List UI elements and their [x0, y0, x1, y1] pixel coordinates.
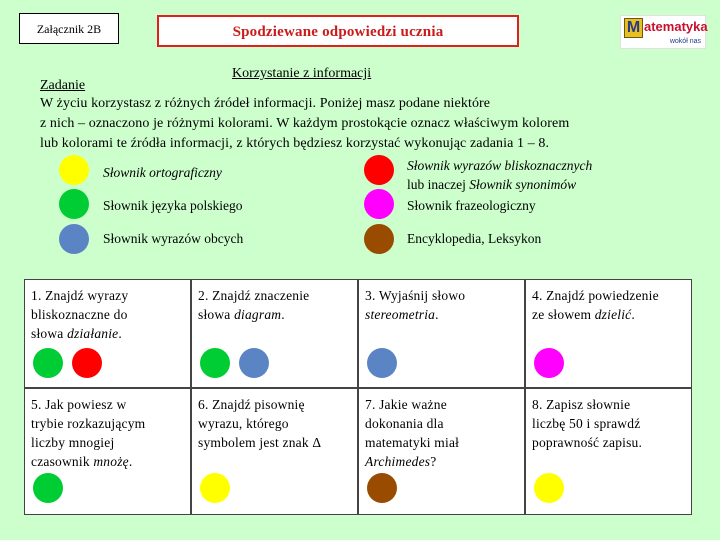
legend-label-red-line2	[407, 175, 576, 194]
instructions	[40, 94, 710, 154]
task-question	[532, 395, 685, 452]
answer-dots	[534, 473, 564, 503]
task-question-line	[198, 433, 351, 452]
task-question-text: słowa	[31, 326, 68, 341]
attachment-label: Załącznik 2B	[19, 13, 119, 44]
instruction-line: W życiu korzystasz z różnych źródeł informacji. Poniżej masz podane niektóre	[40, 96, 491, 111]
task-question-keyword: mnożę	[93, 454, 129, 469]
instruction-line: lub kolorami te źródła informacji, z których będziesz korzystać wykonując zadania 1 – 8.	[40, 136, 550, 151]
logo-letter: M	[624, 18, 643, 38]
legend-dot-yellow	[59, 155, 89, 185]
answer-dots	[534, 348, 564, 378]
legend-dot-magenta	[364, 189, 394, 219]
task-question-line	[532, 433, 685, 452]
task-question-line: 6. Znajdź pisownię	[198, 397, 305, 412]
task-question-line	[31, 452, 184, 471]
task-cell-2[interactable]	[191, 279, 358, 388]
task-question-keyword: działanie	[67, 326, 119, 341]
task-question-keyword: dzielić	[594, 307, 632, 322]
task-question-line: liczbę 50 i sprawdź	[532, 416, 641, 431]
task-question	[365, 286, 518, 324]
task-question-text: czasownik	[31, 454, 94, 469]
task-question-line: 1. Znajdź wyrazy	[31, 288, 129, 303]
answer-dots	[367, 348, 397, 378]
answer-dot-blue	[367, 348, 397, 378]
answer-dots	[33, 348, 102, 378]
task-question-punct: .	[281, 307, 285, 322]
section-subtitle: Korzystanie z informacji	[232, 66, 372, 81]
task-question-line: 3. Wyjaśnij słowo	[365, 288, 466, 303]
task-cell-6[interactable]	[191, 388, 358, 515]
task-question	[365, 395, 518, 471]
task-question	[31, 286, 184, 343]
task-question-keyword: stereometria	[365, 307, 436, 322]
task-cell-1[interactable]	[24, 279, 191, 388]
task-question-line: trybie rozkazującym	[31, 416, 146, 431]
tasks-grid	[24, 279, 692, 515]
task-question-keyword: diagram	[234, 307, 282, 322]
task-question-line: 7. Jakie ważne	[365, 397, 447, 412]
task-question-line: liczby mnogiej	[31, 435, 115, 450]
task-question-line	[365, 452, 518, 471]
legend-label-magenta: Słownik frazeologiczny	[407, 198, 536, 213]
instruction-line: z nich – oznaczono je różnymi kolorami. W każdym prostokącie oznacz właściwym kolorem	[40, 116, 570, 131]
task-question	[31, 395, 184, 471]
task-question-text: ze słowem	[532, 307, 595, 322]
task-question-line: matematyki miał	[365, 435, 460, 450]
task-question-line	[532, 305, 685, 324]
logo	[620, 15, 706, 49]
task-question-line: wyrazu, którego	[198, 416, 289, 431]
task-cell-8[interactable]	[525, 388, 692, 515]
answer-dot-brown	[367, 473, 397, 503]
legend-label-brown: Encyklopedia, Leksykon	[407, 231, 542, 246]
task-question	[532, 286, 685, 324]
task-question-line: bliskoznaczne do	[31, 307, 128, 322]
legend-label-red: Słownik wyrazów bliskoznacznych	[407, 158, 593, 173]
answer-dots	[33, 473, 63, 503]
answer-dot-blue	[239, 348, 269, 378]
task-question-text: słowa	[198, 307, 235, 322]
task-label: Zadanie	[40, 78, 86, 93]
answer-dot-yellow	[200, 473, 230, 503]
answer-dots	[200, 348, 269, 378]
legend-label-red-pre: lub inaczej	[407, 177, 470, 192]
page-title: Spodziewane odpowiedzi ucznia	[157, 15, 519, 47]
task-question-line: 8. Zapisz słownie	[532, 397, 631, 412]
task-question-line: 2. Znajdź znaczenie	[198, 288, 310, 303]
legend-dot-green	[59, 189, 89, 219]
logo-word: atematyka	[644, 19, 708, 34]
task-question-line	[31, 324, 184, 343]
task-question-keyword: Archimedes	[365, 454, 431, 469]
answer-dot-green	[200, 348, 230, 378]
task-question-text: symbolem jest znak Δ	[198, 435, 322, 450]
task-cell-4[interactable]	[525, 279, 692, 388]
answer-dot-green	[33, 473, 63, 503]
legend-dot-red	[364, 155, 394, 185]
task-question-punct: .	[128, 454, 133, 469]
answer-dot-yellow	[534, 473, 564, 503]
answer-dot-red	[72, 348, 102, 378]
task-question-punct: .	[435, 307, 439, 322]
task-question-line: dokonania dla	[365, 416, 444, 431]
task-question-line: 4. Znajdź powiedzenie	[532, 288, 659, 303]
answer-dots	[200, 473, 230, 503]
task-question-text: poprawność zapisu.	[532, 435, 643, 450]
task-cell-7[interactable]	[358, 388, 525, 515]
logo-subtitle: wokół nas	[669, 38, 701, 45]
legend-dot-blue	[59, 224, 89, 254]
task-question	[198, 286, 351, 324]
task-question-punct: .	[118, 326, 122, 341]
task-question-line: 5. Jak powiesz w	[31, 397, 127, 412]
task-question	[198, 395, 351, 452]
task-cell-5[interactable]	[24, 388, 191, 515]
legend-label-yellow: Słownik ortograficzny	[103, 165, 222, 180]
task-cell-3[interactable]	[358, 279, 525, 388]
legend-label-red-em: Słownik synonimów	[469, 177, 577, 192]
answer-dots	[367, 473, 397, 503]
task-question-punct: ?	[430, 454, 437, 469]
answer-dot-green	[33, 348, 63, 378]
legend-label-green: Słownik języka polskiego	[103, 198, 243, 213]
legend-dot-brown	[364, 224, 394, 254]
answer-dot-magenta	[534, 348, 564, 378]
task-question-punct: .	[631, 307, 635, 322]
task-question-line	[365, 305, 518, 324]
task-question-line	[198, 305, 351, 324]
legend-label-blue: Słownik wyrazów obcych	[103, 231, 244, 246]
